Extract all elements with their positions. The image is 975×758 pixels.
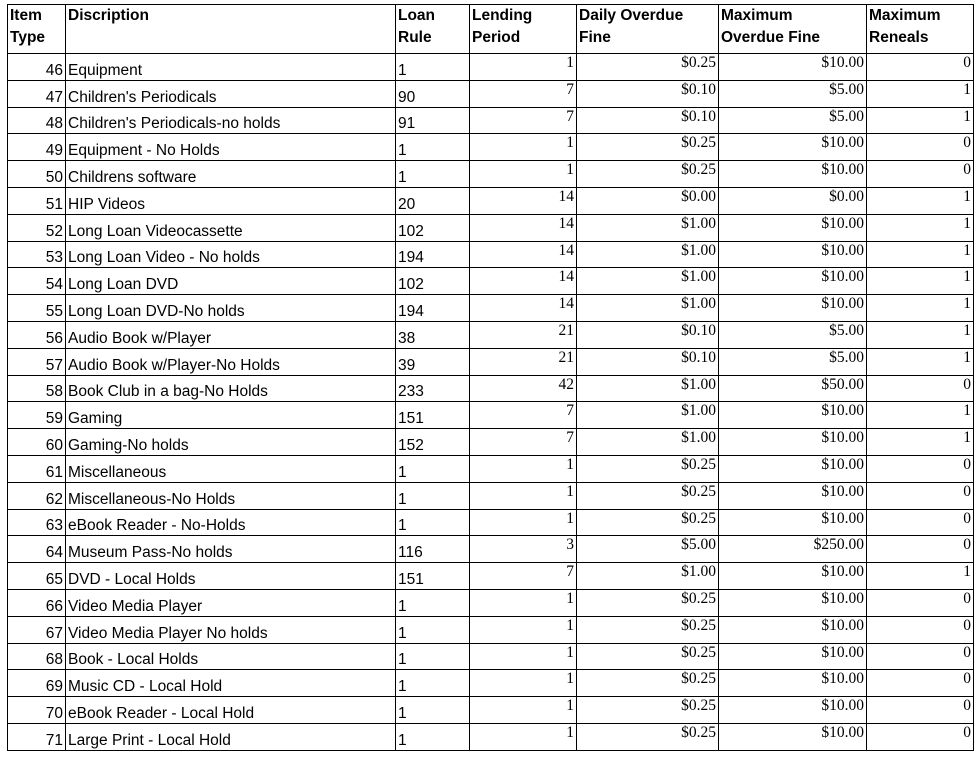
cell-loan-rule: 20 — [396, 187, 470, 214]
cell-maximum-overdue-fine: $10.00 — [719, 161, 867, 188]
table-row — [8, 80, 974, 107]
cell-maximum-overdue-fine: $10.00 — [719, 134, 867, 161]
cell-daily-overdue-fine: $0.10 — [577, 107, 719, 134]
cell-lending-period: 7 — [470, 402, 577, 429]
cell-maximum-overdue-fine: $10.00 — [719, 402, 867, 429]
cell-lending-period: 1 — [470, 455, 577, 482]
cell-item-type: 54 — [8, 268, 66, 295]
cell-maximum-overdue-fine: $10.00 — [719, 482, 867, 509]
cell-item-type: 65 — [8, 563, 66, 590]
header-loan-rule: Loan Rule — [396, 5, 470, 54]
cell-description: Audio Book w/Player-No Holds — [66, 348, 396, 375]
cell-lending-period: 14 — [470, 241, 577, 268]
cell-lending-period: 7 — [470, 107, 577, 134]
cell-item-type: 57 — [8, 348, 66, 375]
cell-description: Music CD - Local Hold — [66, 670, 396, 697]
cell-description: Miscellaneous-No Holds — [66, 482, 396, 509]
cell-lending-period: 3 — [470, 536, 577, 563]
cell-description: Equipment - No Holds — [66, 134, 396, 161]
cell-lending-period: 1 — [470, 670, 577, 697]
cell-maximum-overdue-fine: $10.00 — [719, 616, 867, 643]
cell-item-type: 52 — [8, 214, 66, 241]
table-row — [8, 161, 974, 188]
cell-maximum-renewals: 0 — [867, 670, 974, 697]
cell-daily-overdue-fine: $0.25 — [577, 643, 719, 670]
cell-item-type: 56 — [8, 321, 66, 348]
cell-maximum-renewals: 1 — [867, 402, 974, 429]
cell-description: Audio Book w/Player — [66, 321, 396, 348]
loan-rules-table — [7, 4, 974, 751]
cell-lending-period: 1 — [470, 509, 577, 536]
cell-lending-period: 42 — [470, 375, 577, 402]
table-row — [8, 402, 974, 429]
cell-daily-overdue-fine: $1.00 — [577, 241, 719, 268]
cell-daily-overdue-fine: $1.00 — [577, 268, 719, 295]
cell-daily-overdue-fine: $0.10 — [577, 80, 719, 107]
cell-item-type: 71 — [8, 723, 66, 750]
table-row — [8, 268, 974, 295]
cell-item-type: 59 — [8, 402, 66, 429]
cell-loan-rule: 194 — [396, 241, 470, 268]
cell-lending-period: 1 — [470, 54, 577, 81]
cell-loan-rule: 1 — [396, 482, 470, 509]
cell-maximum-overdue-fine: $10.00 — [719, 723, 867, 750]
cell-lending-period: 7 — [470, 80, 577, 107]
cell-lending-period: 1 — [470, 134, 577, 161]
table-row — [8, 134, 974, 161]
cell-item-type: 50 — [8, 161, 66, 188]
table-row — [8, 348, 974, 375]
cell-item-type: 62 — [8, 482, 66, 509]
cell-maximum-overdue-fine: $10.00 — [719, 268, 867, 295]
cell-item-type: 69 — [8, 670, 66, 697]
cell-description: Museum Pass-No holds — [66, 536, 396, 563]
cell-loan-rule: 151 — [396, 402, 470, 429]
table-row — [8, 241, 974, 268]
cell-lending-period: 1 — [470, 589, 577, 616]
table-row — [8, 295, 974, 322]
cell-lending-period: 1 — [470, 616, 577, 643]
cell-maximum-overdue-fine: $10.00 — [719, 455, 867, 482]
cell-description: Childrens software — [66, 161, 396, 188]
cell-maximum-overdue-fine: $5.00 — [719, 321, 867, 348]
cell-maximum-renewals: 0 — [867, 482, 974, 509]
cell-item-type: 60 — [8, 429, 66, 456]
cell-maximum-renewals: 1 — [867, 429, 974, 456]
cell-daily-overdue-fine: $0.25 — [577, 616, 719, 643]
cell-maximum-renewals: 1 — [867, 348, 974, 375]
cell-maximum-renewals: 1 — [867, 187, 974, 214]
cell-lending-period: 14 — [470, 214, 577, 241]
cell-item-type: 64 — [8, 536, 66, 563]
cell-item-type: 48 — [8, 107, 66, 134]
cell-maximum-overdue-fine: $10.00 — [719, 670, 867, 697]
cell-maximum-renewals: 1 — [867, 563, 974, 590]
table-row — [8, 616, 974, 643]
cell-maximum-renewals: 0 — [867, 375, 974, 402]
cell-description: Book Club in a bag-No Holds — [66, 375, 396, 402]
cell-loan-rule: 1 — [396, 589, 470, 616]
cell-maximum-renewals: 1 — [867, 214, 974, 241]
table-row — [8, 723, 974, 750]
table-row — [8, 509, 974, 536]
cell-maximum-renewals: 0 — [867, 509, 974, 536]
cell-daily-overdue-fine: $0.25 — [577, 54, 719, 81]
cell-daily-overdue-fine: $0.25 — [577, 589, 719, 616]
cell-lending-period: 1 — [470, 482, 577, 509]
cell-maximum-overdue-fine: $10.00 — [719, 241, 867, 268]
cell-daily-overdue-fine: $1.00 — [577, 295, 719, 322]
header-daily-overdue-fine: Daily Overdue Fine — [577, 5, 719, 54]
cell-loan-rule: 152 — [396, 429, 470, 456]
cell-maximum-overdue-fine: $10.00 — [719, 589, 867, 616]
cell-item-type: 53 — [8, 241, 66, 268]
cell-daily-overdue-fine: $0.25 — [577, 509, 719, 536]
cell-loan-rule: 1 — [396, 509, 470, 536]
cell-maximum-overdue-fine: $10.00 — [719, 509, 867, 536]
header-maximum-overdue-fine: Maximum Overdue Fine — [719, 5, 867, 54]
cell-daily-overdue-fine: $1.00 — [577, 402, 719, 429]
cell-loan-rule: 1 — [396, 670, 470, 697]
header-description: Discription — [66, 5, 396, 54]
cell-loan-rule: 102 — [396, 214, 470, 241]
cell-item-type: 67 — [8, 616, 66, 643]
cell-maximum-renewals: 1 — [867, 321, 974, 348]
cell-description: Equipment — [66, 54, 396, 81]
table-row — [8, 375, 974, 402]
cell-maximum-renewals: 0 — [867, 589, 974, 616]
cell-loan-rule: 1 — [396, 697, 470, 724]
cell-maximum-overdue-fine: $10.00 — [719, 563, 867, 590]
cell-maximum-overdue-fine: $5.00 — [719, 80, 867, 107]
cell-lending-period: 14 — [470, 295, 577, 322]
cell-maximum-renewals: 0 — [867, 54, 974, 81]
cell-daily-overdue-fine: $0.10 — [577, 321, 719, 348]
cell-daily-overdue-fine: $0.10 — [577, 348, 719, 375]
cell-maximum-overdue-fine: $10.00 — [719, 643, 867, 670]
cell-description: Long Loan Video - No holds — [66, 241, 396, 268]
table-row — [8, 643, 974, 670]
cell-lending-period: 1 — [470, 697, 577, 724]
cell-loan-rule: 1 — [396, 723, 470, 750]
cell-maximum-renewals: 0 — [867, 536, 974, 563]
cell-daily-overdue-fine: $0.00 — [577, 187, 719, 214]
cell-daily-overdue-fine: $0.25 — [577, 723, 719, 750]
cell-maximum-overdue-fine: $0.00 — [719, 187, 867, 214]
cell-loan-rule: 233 — [396, 375, 470, 402]
cell-maximum-renewals: 0 — [867, 697, 974, 724]
cell-item-type: 49 — [8, 134, 66, 161]
cell-description: Children's Periodicals — [66, 80, 396, 107]
cell-loan-rule: 90 — [396, 80, 470, 107]
cell-description: Long Loan DVD-No holds — [66, 295, 396, 322]
cell-daily-overdue-fine: $1.00 — [577, 375, 719, 402]
cell-maximum-renewals: 0 — [867, 161, 974, 188]
table-row — [8, 589, 974, 616]
table-row — [8, 563, 974, 590]
cell-loan-rule: 194 — [396, 295, 470, 322]
cell-lending-period: 1 — [470, 643, 577, 670]
table-row — [8, 214, 974, 241]
cell-item-type: 58 — [8, 375, 66, 402]
header-maximum-renewals: Maximum Reneals — [867, 5, 974, 54]
cell-loan-rule: 38 — [396, 321, 470, 348]
cell-daily-overdue-fine: $0.25 — [577, 482, 719, 509]
cell-daily-overdue-fine: $0.25 — [577, 697, 719, 724]
cell-daily-overdue-fine: $0.25 — [577, 670, 719, 697]
cell-maximum-renewals: 0 — [867, 134, 974, 161]
table-row — [8, 54, 974, 81]
cell-daily-overdue-fine: $0.25 — [577, 134, 719, 161]
cell-lending-period: 14 — [470, 187, 577, 214]
header-item-type: Item Type — [8, 5, 66, 54]
table-row — [8, 455, 974, 482]
cell-description: Video Media Player — [66, 589, 396, 616]
cell-description: eBook Reader - Local Hold — [66, 697, 396, 724]
cell-maximum-overdue-fine: $50.00 — [719, 375, 867, 402]
cell-maximum-overdue-fine: $10.00 — [719, 429, 867, 456]
cell-item-type: 70 — [8, 697, 66, 724]
cell-description: Miscellaneous — [66, 455, 396, 482]
cell-item-type: 46 — [8, 54, 66, 81]
cell-description: eBook Reader - No-Holds — [66, 509, 396, 536]
cell-lending-period: 1 — [470, 161, 577, 188]
cell-maximum-overdue-fine: $10.00 — [719, 295, 867, 322]
cell-loan-rule: 1 — [396, 134, 470, 161]
cell-maximum-overdue-fine: $250.00 — [719, 536, 867, 563]
cell-maximum-renewals: 0 — [867, 455, 974, 482]
cell-lending-period: 1 — [470, 723, 577, 750]
cell-loan-rule: 151 — [396, 563, 470, 590]
cell-description: Video Media Player No holds — [66, 616, 396, 643]
cell-loan-rule: 1 — [396, 616, 470, 643]
table-row — [8, 670, 974, 697]
header-row — [8, 5, 974, 54]
cell-maximum-overdue-fine: $10.00 — [719, 697, 867, 724]
cell-maximum-overdue-fine: $5.00 — [719, 348, 867, 375]
cell-lending-period: 7 — [470, 563, 577, 590]
cell-maximum-renewals: 0 — [867, 643, 974, 670]
cell-description: DVD - Local Holds — [66, 563, 396, 590]
cell-maximum-renewals: 0 — [867, 616, 974, 643]
cell-maximum-overdue-fine: $10.00 — [719, 214, 867, 241]
table-row — [8, 429, 974, 456]
cell-daily-overdue-fine: $0.25 — [577, 161, 719, 188]
table-row — [8, 321, 974, 348]
cell-maximum-renewals: 1 — [867, 107, 974, 134]
cell-maximum-overdue-fine: $10.00 — [719, 54, 867, 81]
table-row — [8, 482, 974, 509]
cell-description: Book - Local Holds — [66, 643, 396, 670]
cell-maximum-overdue-fine: $5.00 — [719, 107, 867, 134]
cell-maximum-renewals: 1 — [867, 80, 974, 107]
cell-description: HIP Videos — [66, 187, 396, 214]
header-lending-period: Lending Period — [470, 5, 577, 54]
cell-daily-overdue-fine: $0.25 — [577, 455, 719, 482]
table-row — [8, 107, 974, 134]
cell-item-type: 51 — [8, 187, 66, 214]
cell-item-type: 68 — [8, 643, 66, 670]
cell-loan-rule: 1 — [396, 54, 470, 81]
table-body — [8, 54, 974, 751]
cell-daily-overdue-fine: $1.00 — [577, 563, 719, 590]
cell-description: Children's Periodicals-no holds — [66, 107, 396, 134]
cell-loan-rule: 1 — [396, 161, 470, 188]
cell-description: Gaming-No holds — [66, 429, 396, 456]
table-row — [8, 697, 974, 724]
table-header — [8, 5, 974, 54]
cell-lending-period: 7 — [470, 429, 577, 456]
cell-maximum-renewals: 1 — [867, 241, 974, 268]
cell-description: Long Loan Videocassette — [66, 214, 396, 241]
cell-item-type: 66 — [8, 589, 66, 616]
cell-lending-period: 21 — [470, 321, 577, 348]
cell-item-type: 55 — [8, 295, 66, 322]
cell-lending-period: 21 — [470, 348, 577, 375]
table-row — [8, 536, 974, 563]
cell-daily-overdue-fine: $5.00 — [577, 536, 719, 563]
table-row — [8, 187, 974, 214]
cell-daily-overdue-fine: $1.00 — [577, 429, 719, 456]
cell-loan-rule: 116 — [396, 536, 470, 563]
cell-loan-rule: 102 — [396, 268, 470, 295]
cell-description: Gaming — [66, 402, 396, 429]
cell-item-type: 63 — [8, 509, 66, 536]
cell-lending-period: 14 — [470, 268, 577, 295]
cell-loan-rule: 1 — [396, 643, 470, 670]
cell-description: Long Loan DVD — [66, 268, 396, 295]
cell-daily-overdue-fine: $1.00 — [577, 214, 719, 241]
cell-loan-rule: 91 — [396, 107, 470, 134]
cell-loan-rule: 1 — [396, 455, 470, 482]
cell-item-type: 61 — [8, 455, 66, 482]
cell-maximum-renewals: 0 — [867, 723, 974, 750]
cell-description: Large Print - Local Hold — [66, 723, 396, 750]
cell-maximum-renewals: 1 — [867, 268, 974, 295]
cell-maximum-renewals: 1 — [867, 295, 974, 322]
cell-item-type: 47 — [8, 80, 66, 107]
cell-loan-rule: 39 — [396, 348, 470, 375]
